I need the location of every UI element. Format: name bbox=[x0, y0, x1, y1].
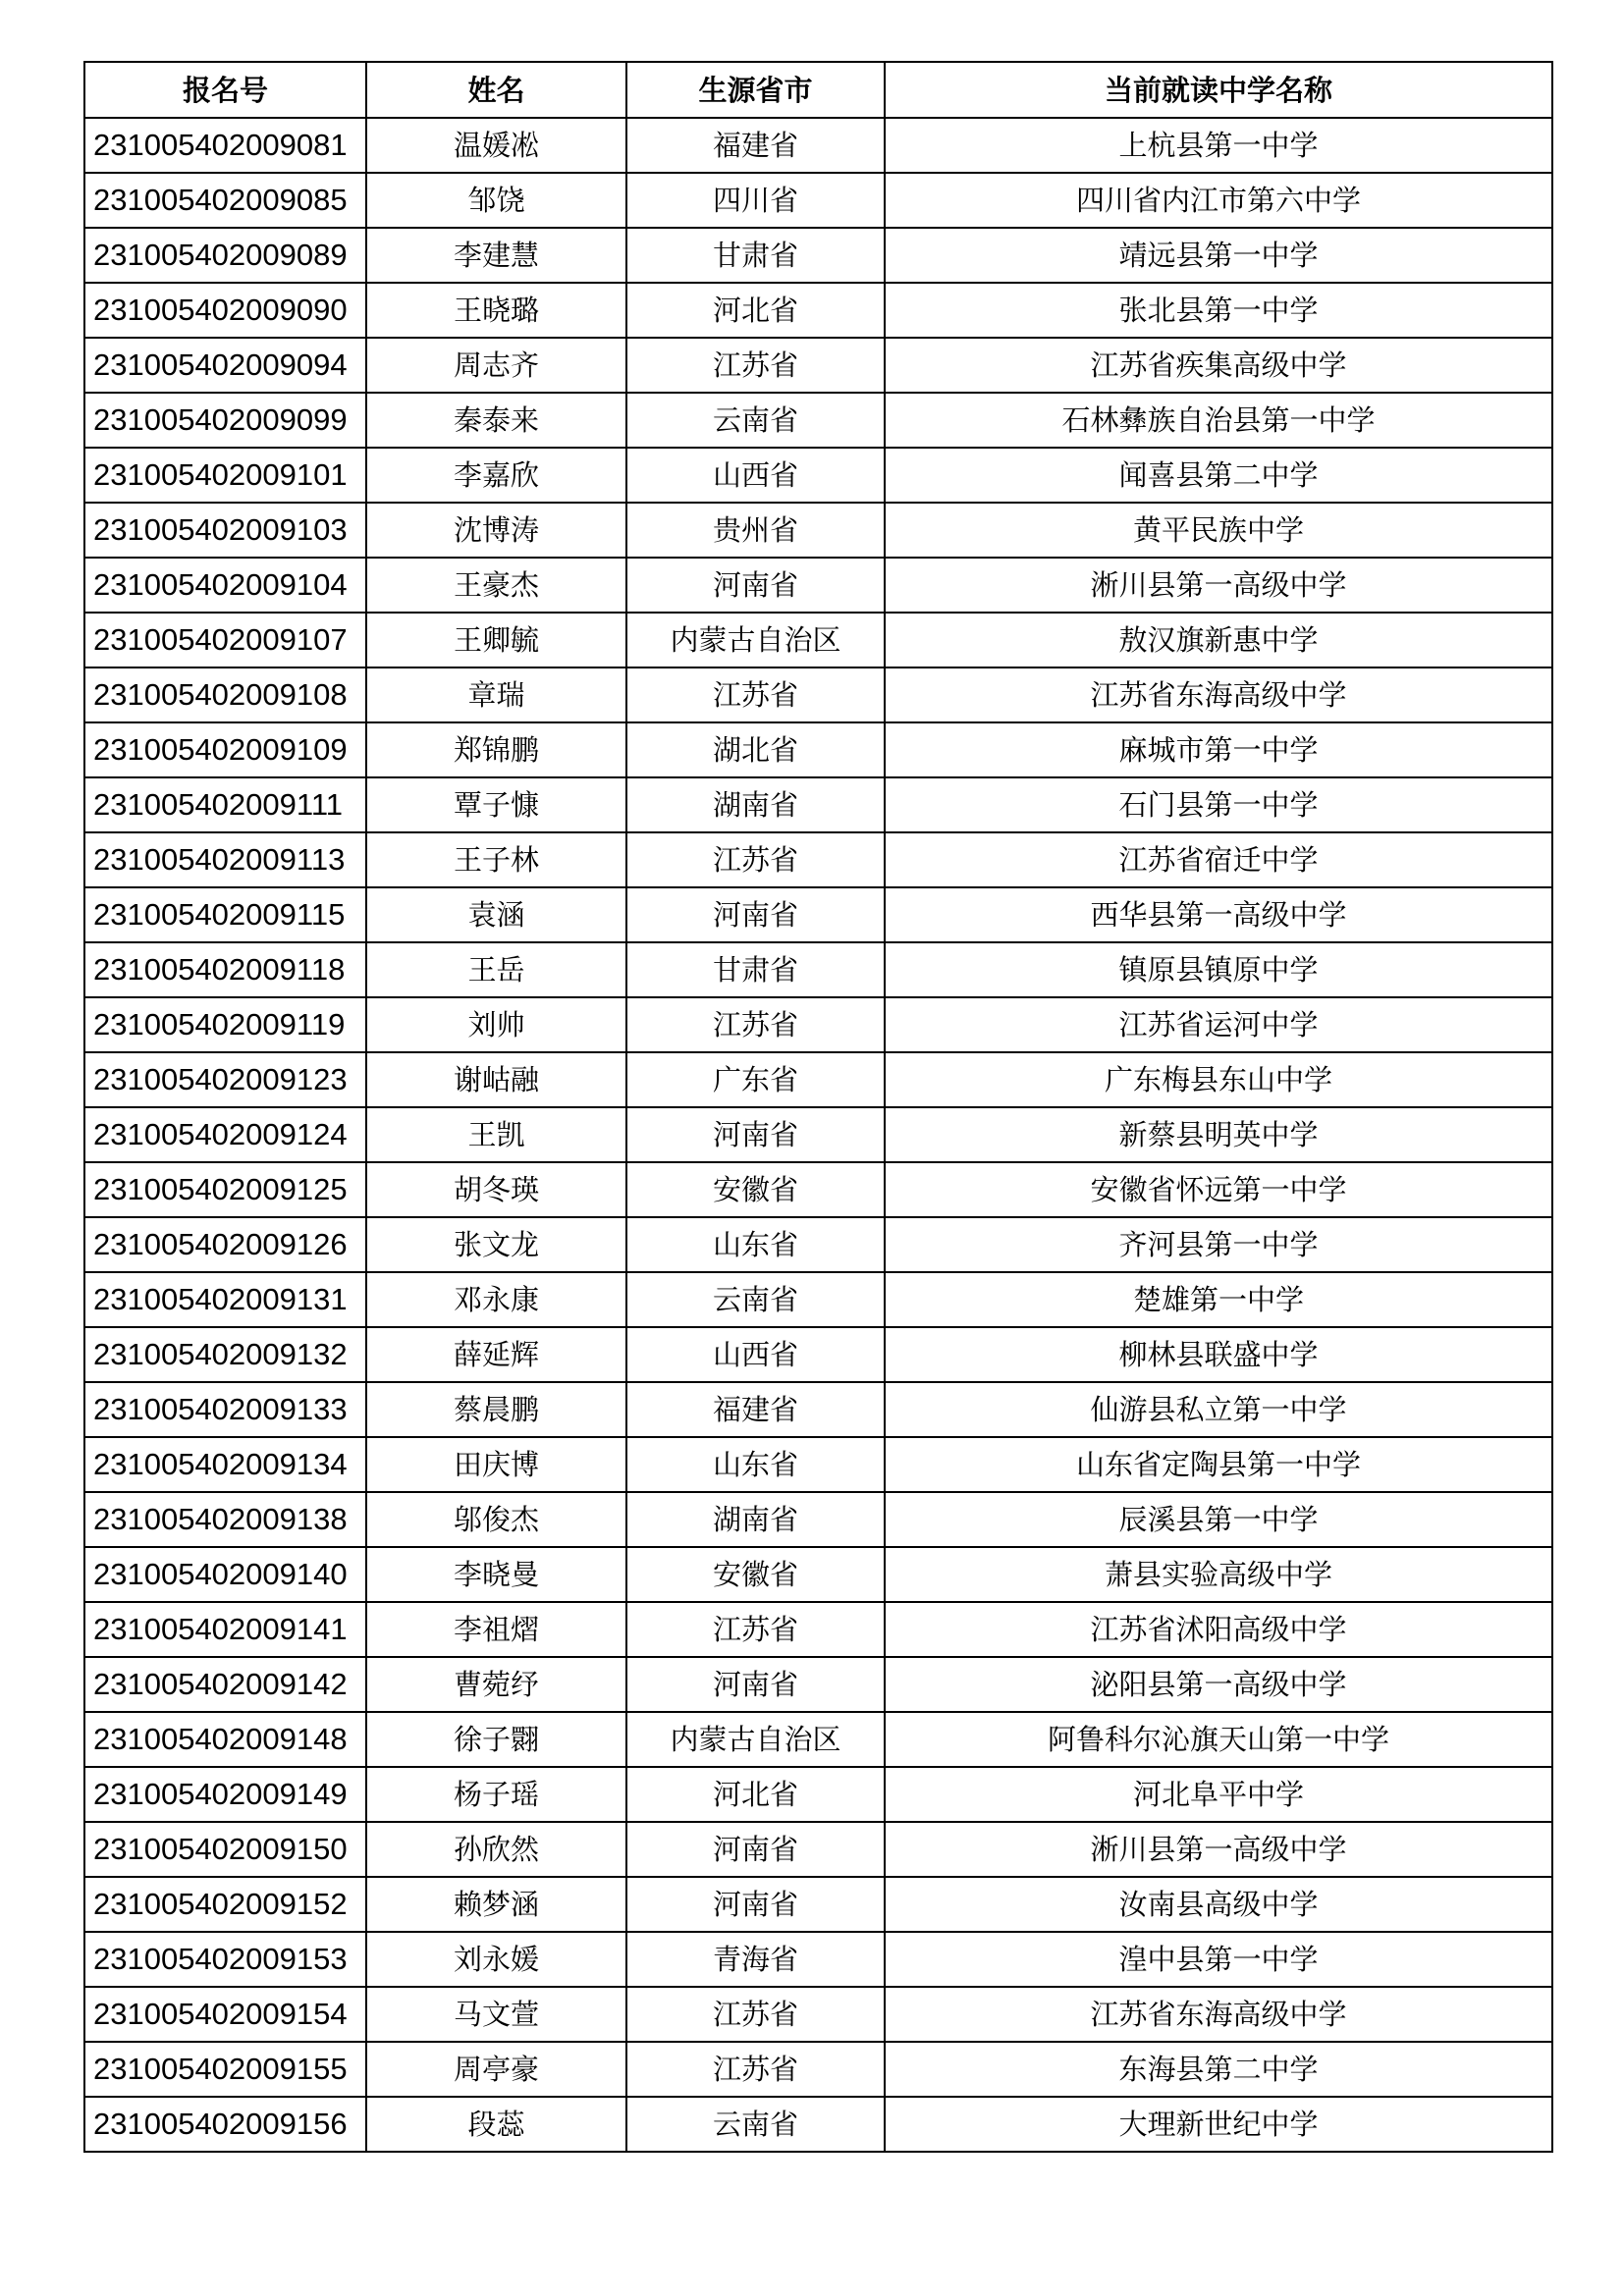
registration-number-cell: 231005402009101 bbox=[84, 448, 366, 503]
table-row bbox=[84, 1162, 1552, 1217]
school-name-cell: 河北阜平中学 bbox=[885, 1767, 1552, 1822]
school-name-cell: 广东梅县东山中学 bbox=[885, 1052, 1552, 1107]
student-name-cell: 田庆博 bbox=[366, 1437, 626, 1492]
origin-province-cell: 河北省 bbox=[626, 283, 885, 338]
school-name-cell: 阿鲁科尔沁旗天山第一中学 bbox=[885, 1712, 1552, 1767]
student-name-cell: 沈博涛 bbox=[366, 503, 626, 558]
school-name-cell: 江苏省东海高级中学 bbox=[885, 667, 1552, 722]
table-row bbox=[84, 393, 1552, 448]
table-row bbox=[84, 1437, 1552, 1492]
table-row bbox=[84, 228, 1552, 283]
school-name-cell: 萧县实验高级中学 bbox=[885, 1547, 1552, 1602]
origin-province-cell: 湖北省 bbox=[626, 722, 885, 777]
table-row bbox=[84, 997, 1552, 1052]
origin-province-cell: 四川省 bbox=[626, 173, 885, 228]
table-row bbox=[84, 722, 1552, 777]
registration-number-cell: 231005402009115 bbox=[84, 887, 366, 942]
school-name-cell: 江苏省运河中学 bbox=[885, 997, 1552, 1052]
origin-province-cell: 江苏省 bbox=[626, 832, 885, 887]
registration-number-cell: 231005402009113 bbox=[84, 832, 366, 887]
registration-number-cell: 231005402009109 bbox=[84, 722, 366, 777]
table-row bbox=[84, 503, 1552, 558]
student-name-cell: 王晓璐 bbox=[366, 283, 626, 338]
origin-province-cell: 湖南省 bbox=[626, 777, 885, 832]
school-name-cell: 柳林县联盛中学 bbox=[885, 1327, 1552, 1382]
table-row bbox=[84, 1767, 1552, 1822]
registration-number-cell: 231005402009141 bbox=[84, 1602, 366, 1657]
school-name-cell: 黄平民族中学 bbox=[885, 503, 1552, 558]
origin-province-cell: 贵州省 bbox=[626, 503, 885, 558]
origin-province-cell: 福建省 bbox=[626, 1382, 885, 1437]
table-row bbox=[84, 942, 1552, 997]
origin-province-cell: 山西省 bbox=[626, 448, 885, 503]
table-row bbox=[84, 613, 1552, 667]
student-name-cell: 杨子瑶 bbox=[366, 1767, 626, 1822]
registration-number-cell: 231005402009104 bbox=[84, 558, 366, 613]
table-row bbox=[84, 118, 1552, 173]
origin-province-cell: 安徽省 bbox=[626, 1547, 885, 1602]
school-name-cell: 西华县第一高级中学 bbox=[885, 887, 1552, 942]
student-name-cell: 李建慧 bbox=[366, 228, 626, 283]
student-name-cell: 徐子翾 bbox=[366, 1712, 626, 1767]
school-name-cell: 江苏省沭阳高级中学 bbox=[885, 1602, 1552, 1657]
school-name-cell: 张北县第一中学 bbox=[885, 283, 1552, 338]
registration-number-cell: 231005402009153 bbox=[84, 1932, 366, 1987]
table-row bbox=[84, 1272, 1552, 1327]
school-name-cell: 山东省定陶县第一中学 bbox=[885, 1437, 1552, 1492]
school-name-cell: 江苏省宿迁中学 bbox=[885, 832, 1552, 887]
student-name-cell: 李祖熠 bbox=[366, 1602, 626, 1657]
school-name-cell: 江苏省东海高级中学 bbox=[885, 1987, 1552, 2042]
registration-number-cell: 231005402009148 bbox=[84, 1712, 366, 1767]
table-row bbox=[84, 173, 1552, 228]
registration-number-cell: 231005402009111 bbox=[84, 777, 366, 832]
origin-province-cell: 内蒙古自治区 bbox=[626, 1712, 885, 1767]
registration-number-cell: 231005402009138 bbox=[84, 1492, 366, 1547]
registration-number-cell: 231005402009132 bbox=[84, 1327, 366, 1382]
registration-number-cell: 231005402009123 bbox=[84, 1052, 366, 1107]
registration-number-cell: 231005402009126 bbox=[84, 1217, 366, 1272]
table-row bbox=[84, 1932, 1552, 1987]
student-name-cell: 李晓曼 bbox=[366, 1547, 626, 1602]
registration-number-cell: 231005402009090 bbox=[84, 283, 366, 338]
student-name-cell: 王卿毓 bbox=[366, 613, 626, 667]
registration-number-cell: 231005402009085 bbox=[84, 173, 366, 228]
table-row bbox=[84, 1987, 1552, 2042]
registration-number-cell: 231005402009118 bbox=[84, 942, 366, 997]
school-name-cell: 闻喜县第二中学 bbox=[885, 448, 1552, 503]
table-row bbox=[84, 1217, 1552, 1272]
registration-number-cell: 231005402009140 bbox=[84, 1547, 366, 1602]
table-row bbox=[84, 2097, 1552, 2152]
student-name-cell: 马文萱 bbox=[366, 1987, 626, 2042]
origin-province-cell: 甘肃省 bbox=[626, 942, 885, 997]
school-name-cell: 靖远县第一中学 bbox=[885, 228, 1552, 283]
school-name-cell: 湟中县第一中学 bbox=[885, 1932, 1552, 1987]
school-name-cell: 仙游县私立第一中学 bbox=[885, 1382, 1552, 1437]
student-name-cell: 蔡晨鹏 bbox=[366, 1382, 626, 1437]
registration-number-cell: 231005402009107 bbox=[84, 613, 366, 667]
origin-province-cell: 安徽省 bbox=[626, 1162, 885, 1217]
student-name-cell: 邹饶 bbox=[366, 173, 626, 228]
student-name-cell: 刘永媛 bbox=[366, 1932, 626, 1987]
header-registration-number: 报名号 bbox=[84, 62, 366, 118]
origin-province-cell: 江苏省 bbox=[626, 1602, 885, 1657]
school-name-cell: 汝南县高级中学 bbox=[885, 1877, 1552, 1932]
header-row bbox=[84, 62, 1552, 118]
origin-province-cell: 江苏省 bbox=[626, 338, 885, 393]
origin-province-cell: 河南省 bbox=[626, 558, 885, 613]
student-name-cell: 秦泰来 bbox=[366, 393, 626, 448]
table-row bbox=[84, 887, 1552, 942]
school-name-cell: 麻城市第一中学 bbox=[885, 722, 1552, 777]
origin-province-cell: 福建省 bbox=[626, 118, 885, 173]
roster-body bbox=[84, 118, 1552, 2152]
registration-number-cell: 231005402009133 bbox=[84, 1382, 366, 1437]
origin-province-cell: 江苏省 bbox=[626, 1987, 885, 2042]
student-name-cell: 覃子慷 bbox=[366, 777, 626, 832]
student-name-cell: 刘帅 bbox=[366, 997, 626, 1052]
registration-number-cell: 231005402009155 bbox=[84, 2042, 366, 2097]
student-name-cell: 邓永康 bbox=[366, 1272, 626, 1327]
table-row bbox=[84, 1602, 1552, 1657]
origin-province-cell: 云南省 bbox=[626, 1272, 885, 1327]
student-name-cell: 郑锦鹏 bbox=[366, 722, 626, 777]
student-name-cell: 温媛凇 bbox=[366, 118, 626, 173]
origin-province-cell: 山西省 bbox=[626, 1327, 885, 1382]
school-name-cell: 镇原县镇原中学 bbox=[885, 942, 1552, 997]
origin-province-cell: 甘肃省 bbox=[626, 228, 885, 283]
student-name-cell: 周亭豪 bbox=[366, 2042, 626, 2097]
student-name-cell: 邬俊杰 bbox=[366, 1492, 626, 1547]
registration-number-cell: 231005402009125 bbox=[84, 1162, 366, 1217]
registration-number-cell: 231005402009131 bbox=[84, 1272, 366, 1327]
student-name-cell: 薛延辉 bbox=[366, 1327, 626, 1382]
origin-province-cell: 湖南省 bbox=[626, 1492, 885, 1547]
table-row bbox=[84, 777, 1552, 832]
registration-number-cell: 231005402009152 bbox=[84, 1877, 366, 1932]
student-name-cell: 段蕊 bbox=[366, 2097, 626, 2152]
student-name-cell: 李嘉欣 bbox=[366, 448, 626, 503]
student-name-cell: 王豪杰 bbox=[366, 558, 626, 613]
school-name-cell: 楚雄第一中学 bbox=[885, 1272, 1552, 1327]
school-name-cell: 四川省内江市第六中学 bbox=[885, 173, 1552, 228]
origin-province-cell: 河南省 bbox=[626, 1822, 885, 1877]
student-name-cell: 谢岵融 bbox=[366, 1052, 626, 1107]
origin-province-cell: 内蒙古自治区 bbox=[626, 613, 885, 667]
table-row bbox=[84, 448, 1552, 503]
student-name-cell: 王子林 bbox=[366, 832, 626, 887]
table-row bbox=[84, 283, 1552, 338]
school-name-cell: 敖汉旗新惠中学 bbox=[885, 613, 1552, 667]
table-row bbox=[84, 667, 1552, 722]
student-name-cell: 王岳 bbox=[366, 942, 626, 997]
school-name-cell: 安徽省怀远第一中学 bbox=[885, 1162, 1552, 1217]
origin-province-cell: 山东省 bbox=[626, 1217, 885, 1272]
school-name-cell: 上杭县第一中学 bbox=[885, 118, 1552, 173]
school-name-cell: 东海县第二中学 bbox=[885, 2042, 1552, 2097]
registration-number-cell: 231005402009103 bbox=[84, 503, 366, 558]
school-name-cell: 淅川县第一高级中学 bbox=[885, 558, 1552, 613]
registration-number-cell: 231005402009081 bbox=[84, 118, 366, 173]
origin-province-cell: 江苏省 bbox=[626, 2042, 885, 2097]
student-name-cell: 周志齐 bbox=[366, 338, 626, 393]
registration-number-cell: 231005402009119 bbox=[84, 997, 366, 1052]
table-row bbox=[84, 1107, 1552, 1162]
header-name: 姓名 bbox=[366, 62, 626, 118]
origin-province-cell: 河南省 bbox=[626, 887, 885, 942]
origin-province-cell: 河南省 bbox=[626, 1107, 885, 1162]
document-page bbox=[83, 61, 1553, 2153]
registration-number-cell: 231005402009156 bbox=[84, 2097, 366, 2152]
table-row bbox=[84, 558, 1552, 613]
registration-number-cell: 231005402009150 bbox=[84, 1822, 366, 1877]
table-row bbox=[84, 2042, 1552, 2097]
table-row bbox=[84, 1657, 1552, 1712]
registration-number-cell: 231005402009149 bbox=[84, 1767, 366, 1822]
student-name-cell: 张文龙 bbox=[366, 1217, 626, 1272]
student-name-cell: 胡冬瑛 bbox=[366, 1162, 626, 1217]
registration-number-cell: 231005402009154 bbox=[84, 1987, 366, 2042]
school-name-cell: 新蔡县明英中学 bbox=[885, 1107, 1552, 1162]
student-name-cell: 曹菀纾 bbox=[366, 1657, 626, 1712]
school-name-cell: 石林彝族自治县第一中学 bbox=[885, 393, 1552, 448]
school-name-cell: 齐河县第一中学 bbox=[885, 1217, 1552, 1272]
registration-number-cell: 231005402009099 bbox=[84, 393, 366, 448]
registration-number-cell: 231005402009108 bbox=[84, 667, 366, 722]
origin-province-cell: 山东省 bbox=[626, 1437, 885, 1492]
table-row bbox=[84, 1327, 1552, 1382]
table-row bbox=[84, 1822, 1552, 1877]
table-row bbox=[84, 1382, 1552, 1437]
origin-province-cell: 河南省 bbox=[626, 1657, 885, 1712]
table-row bbox=[84, 1712, 1552, 1767]
school-name-cell: 江苏省疾集高级中学 bbox=[885, 338, 1552, 393]
table-row bbox=[84, 1052, 1552, 1107]
origin-province-cell: 江苏省 bbox=[626, 997, 885, 1052]
school-name-cell: 泌阳县第一高级中学 bbox=[885, 1657, 1552, 1712]
school-name-cell: 淅川县第一高级中学 bbox=[885, 1822, 1552, 1877]
registration-number-cell: 231005402009142 bbox=[84, 1657, 366, 1712]
student-name-cell: 袁涵 bbox=[366, 887, 626, 942]
student-name-cell: 王凯 bbox=[366, 1107, 626, 1162]
table-row bbox=[84, 832, 1552, 887]
student-roster-table bbox=[83, 61, 1553, 2153]
school-name-cell: 辰溪县第一中学 bbox=[885, 1492, 1552, 1547]
origin-province-cell: 河南省 bbox=[626, 1877, 885, 1932]
table-row bbox=[84, 1547, 1552, 1602]
school-name-cell: 大理新世纪中学 bbox=[885, 2097, 1552, 2152]
registration-number-cell: 231005402009094 bbox=[84, 338, 366, 393]
school-name-cell: 石门县第一中学 bbox=[885, 777, 1552, 832]
origin-province-cell: 河北省 bbox=[626, 1767, 885, 1822]
header-origin-province: 生源省市 bbox=[626, 62, 885, 118]
origin-province-cell: 广东省 bbox=[626, 1052, 885, 1107]
origin-province-cell: 云南省 bbox=[626, 2097, 885, 2152]
origin-province-cell: 青海省 bbox=[626, 1932, 885, 1987]
student-name-cell: 章瑞 bbox=[366, 667, 626, 722]
registration-number-cell: 231005402009134 bbox=[84, 1437, 366, 1492]
origin-province-cell: 江苏省 bbox=[626, 667, 885, 722]
registration-number-cell: 231005402009089 bbox=[84, 228, 366, 283]
table-row bbox=[84, 338, 1552, 393]
origin-province-cell: 云南省 bbox=[626, 393, 885, 448]
table-row bbox=[84, 1492, 1552, 1547]
student-name-cell: 赖梦涵 bbox=[366, 1877, 626, 1932]
registration-number-cell: 231005402009124 bbox=[84, 1107, 366, 1162]
student-name-cell: 孙欣然 bbox=[366, 1822, 626, 1877]
header-current-school: 当前就读中学名称 bbox=[885, 62, 1552, 118]
table-row bbox=[84, 1877, 1552, 1932]
